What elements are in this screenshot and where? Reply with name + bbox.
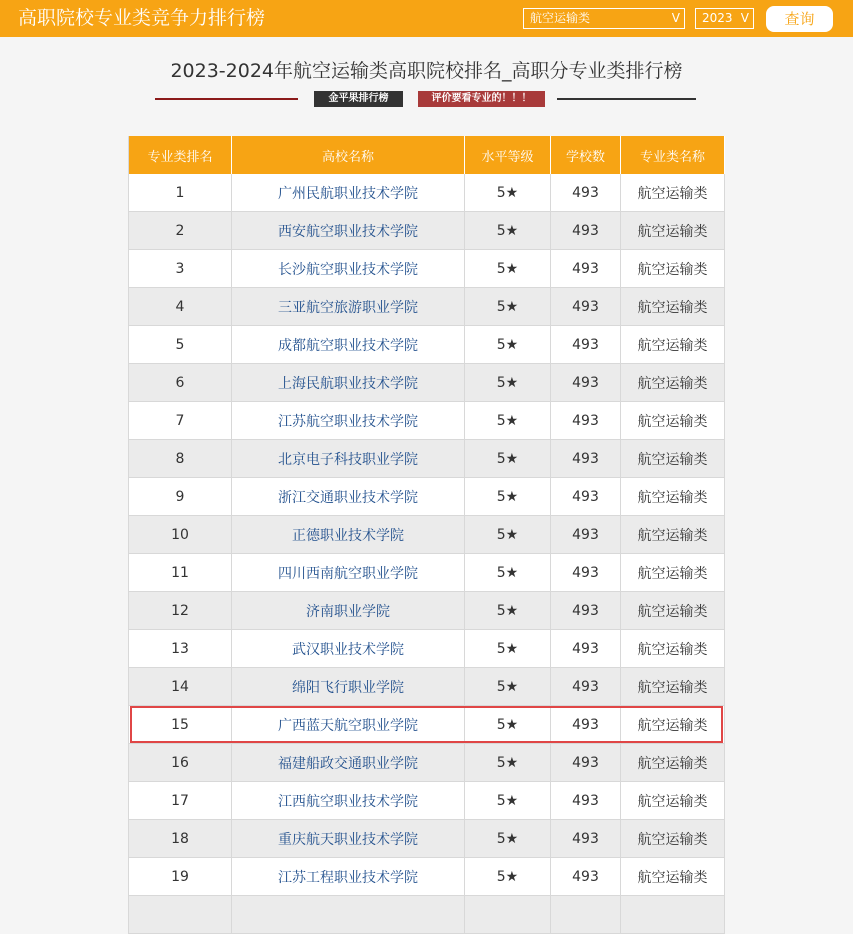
school-name-cell	[232, 478, 465, 515]
table-row	[129, 858, 725, 896]
rank-cell: 4	[129, 288, 232, 325]
rank-cell: 6	[129, 364, 232, 401]
school-count-cell: 493	[551, 554, 621, 591]
level-cell: 5★	[465, 706, 551, 743]
level-cell: 5★	[465, 250, 551, 287]
school-count-cell: 493	[551, 250, 621, 287]
rank-cell: 17	[129, 782, 232, 819]
school-name-cell	[232, 630, 465, 667]
school-count-cell: 493	[551, 440, 621, 477]
level-cell: 5★	[465, 858, 551, 895]
school-count-cell: 493	[551, 744, 621, 781]
table-row	[129, 174, 725, 212]
level-cell: 5★	[465, 592, 551, 629]
school-link[interactable]: 绵阳飞行职业学院	[292, 679, 404, 696]
school-name-cell	[232, 706, 465, 743]
rank-cell: 19	[129, 858, 232, 895]
table-row	[129, 250, 725, 288]
rank-cell: 18	[129, 820, 232, 857]
category-cell: 航空运输类	[621, 592, 725, 629]
level-cell: 5★	[465, 326, 551, 363]
rank-cell: 11	[129, 554, 232, 591]
category-cell: 航空运输类	[621, 478, 725, 515]
school-count-cell: 493	[551, 706, 621, 743]
school-name-cell	[232, 592, 465, 629]
table-row	[129, 554, 725, 592]
school-name-cell	[232, 250, 465, 287]
category-cell: 航空运输类	[621, 288, 725, 325]
level-cell: 5★	[465, 744, 551, 781]
level-cell: 5★	[465, 478, 551, 515]
category-cell: 航空运输类	[621, 440, 725, 477]
rank-cell	[129, 896, 232, 933]
school-link[interactable]: 重庆航天职业技术学院	[278, 831, 418, 848]
level-cell: 5★	[465, 554, 551, 591]
school-name-cell	[232, 782, 465, 819]
column-header-category[interactable]: 专业类名称	[621, 136, 725, 174]
rank-cell: 8	[129, 440, 232, 477]
ranking-tag[interactable]: 金平果排行榜	[314, 91, 403, 107]
school-link[interactable]: 三亚航空旅游职业学院	[278, 299, 418, 316]
rank-cell: 3	[129, 250, 232, 287]
school-link[interactable]: 北京电子科技职业学院	[278, 451, 418, 468]
school-count-cell: 493	[551, 592, 621, 629]
level-cell: 5★	[465, 212, 551, 249]
school-count-cell: 493	[551, 402, 621, 439]
table-row	[129, 440, 725, 478]
school-link[interactable]: 广州民航职业技术学院	[278, 185, 418, 202]
level-cell: 5★	[465, 516, 551, 553]
title-divider-right	[557, 98, 696, 100]
query-button[interactable]: 查询	[766, 6, 833, 32]
school-link[interactable]: 济南职业学院	[306, 603, 390, 620]
table-row	[129, 706, 725, 744]
school-name-cell	[232, 858, 465, 895]
category-select[interactable]	[523, 8, 685, 29]
school-count-cell: 493	[551, 668, 621, 705]
school-name-cell	[232, 174, 465, 211]
school-link[interactable]: 上海民航职业技术学院	[278, 375, 418, 392]
school-name-cell	[232, 516, 465, 553]
category-cell: 航空运输类	[621, 630, 725, 667]
chevron-down-icon: V	[671, 11, 680, 25]
rank-cell: 1	[129, 174, 232, 211]
top-bar	[0, 0, 853, 37]
table-row	[129, 896, 725, 934]
school-name-cell	[232, 668, 465, 705]
category-cell	[621, 896, 725, 933]
category-cell: 航空运输类	[621, 402, 725, 439]
level-cell: 5★	[465, 402, 551, 439]
level-cell: 5★	[465, 820, 551, 857]
category-cell: 航空运输类	[621, 782, 725, 819]
table-row	[129, 744, 725, 782]
table-row	[129, 364, 725, 402]
category-cell: 航空运输类	[621, 516, 725, 553]
rank-cell: 5	[129, 326, 232, 363]
level-cell: 5★	[465, 668, 551, 705]
column-header-rank[interactable]: 专业类排名	[129, 136, 232, 174]
school-count-cell: 493	[551, 820, 621, 857]
table-row	[129, 212, 725, 250]
rank-cell: 9	[129, 478, 232, 515]
school-name-cell	[232, 402, 465, 439]
column-header-level[interactable]: 水平等级	[465, 136, 551, 174]
table-row	[129, 668, 725, 706]
category-cell: 航空运输类	[621, 744, 725, 781]
page-title: 2023-2024年航空运输类高职院校排名_高职分专业类排行榜	[170, 60, 683, 82]
table-row	[129, 820, 725, 858]
school-name-cell	[232, 440, 465, 477]
school-link[interactable]: 武汉职业技术学院	[292, 641, 404, 658]
table-row	[129, 402, 725, 440]
review-tag[interactable]: 评价要看专业的！！！	[418, 91, 545, 107]
category-cell: 航空运输类	[621, 858, 725, 895]
rank-cell: 14	[129, 668, 232, 705]
category-cell: 航空运输类	[621, 706, 725, 743]
rank-cell: 2	[129, 212, 232, 249]
category-cell: 航空运输类	[621, 820, 725, 857]
school-link[interactable]: 江苏工程职业技术学院	[278, 869, 418, 886]
category-select-value: 航空运输类	[530, 11, 591, 25]
school-name-cell	[232, 896, 465, 933]
category-cell: 航空运输类	[621, 212, 725, 249]
school-name-cell	[232, 326, 465, 363]
school-count-cell: 493	[551, 478, 621, 515]
school-name-cell	[232, 554, 465, 591]
rank-cell: 15	[129, 706, 232, 743]
school-name-cell	[232, 744, 465, 781]
school-link[interactable]: 正德职业技术学院	[292, 527, 404, 544]
school-count-cell: 493	[551, 364, 621, 401]
level-cell: 5★	[465, 288, 551, 325]
table-row	[129, 478, 725, 516]
chevron-down-icon: V	[740, 11, 749, 25]
school-count-cell: 493	[551, 782, 621, 819]
table-row	[129, 288, 725, 326]
school-link[interactable]: 福建船政交通职业学院	[278, 755, 418, 772]
school-link[interactable]: 广西蓝天航空职业学院	[278, 717, 418, 734]
ranking-table	[128, 136, 725, 934]
rank-cell: 7	[129, 402, 232, 439]
title-divider-left	[155, 98, 298, 100]
category-cell: 航空运输类	[621, 554, 725, 591]
level-cell: 5★	[465, 630, 551, 667]
school-count-cell	[551, 896, 621, 933]
category-cell: 航空运输类	[621, 668, 725, 705]
school-name-cell	[232, 288, 465, 325]
table-row	[129, 326, 725, 364]
rank-cell: 10	[129, 516, 232, 553]
column-header-school[interactable]: 高校名称	[232, 136, 465, 174]
rank-cell: 12	[129, 592, 232, 629]
table-row	[129, 630, 725, 668]
table-row	[129, 782, 725, 820]
school-link[interactable]: 浙江交通职业技术学院	[278, 489, 418, 506]
rank-cell: 13	[129, 630, 232, 667]
rank-cell: 16	[129, 744, 232, 781]
app-title: 高职院校专业类竞争力排行榜	[18, 7, 266, 29]
school-link[interactable]: 四川西南航空职业学院	[278, 565, 418, 582]
level-cell	[465, 896, 551, 933]
school-count-cell: 493	[551, 212, 621, 249]
school-count-cell: 493	[551, 326, 621, 363]
school-count-cell: 493	[551, 630, 621, 667]
category-cell: 航空运输类	[621, 174, 725, 211]
school-count-cell: 493	[551, 288, 621, 325]
school-count-cell: 493	[551, 858, 621, 895]
category-cell: 航空运输类	[621, 250, 725, 287]
column-header-count[interactable]: 学校数	[551, 136, 621, 174]
year-select-value: 2023	[702, 11, 733, 25]
level-cell: 5★	[465, 174, 551, 211]
table-row	[129, 592, 725, 630]
school-link[interactable]: 长沙航空职业技术学院	[278, 261, 418, 278]
school-link[interactable]: 江西航空职业技术学院	[278, 793, 418, 810]
school-name-cell	[232, 364, 465, 401]
school-link[interactable]: 成都航空职业技术学院	[278, 337, 418, 354]
school-count-cell: 493	[551, 174, 621, 211]
school-link[interactable]: 江苏航空职业技术学院	[278, 413, 418, 430]
year-select[interactable]	[695, 8, 754, 29]
level-cell: 5★	[465, 782, 551, 819]
level-cell: 5★	[465, 440, 551, 477]
category-cell: 航空运输类	[621, 326, 725, 363]
table-row	[129, 516, 725, 554]
table-header-row	[129, 136, 725, 174]
school-name-cell	[232, 820, 465, 857]
school-link[interactable]: 西安航空职业技术学院	[278, 223, 418, 240]
school-count-cell: 493	[551, 516, 621, 553]
level-cell: 5★	[465, 364, 551, 401]
school-name-cell	[232, 212, 465, 249]
category-cell: 航空运输类	[621, 364, 725, 401]
